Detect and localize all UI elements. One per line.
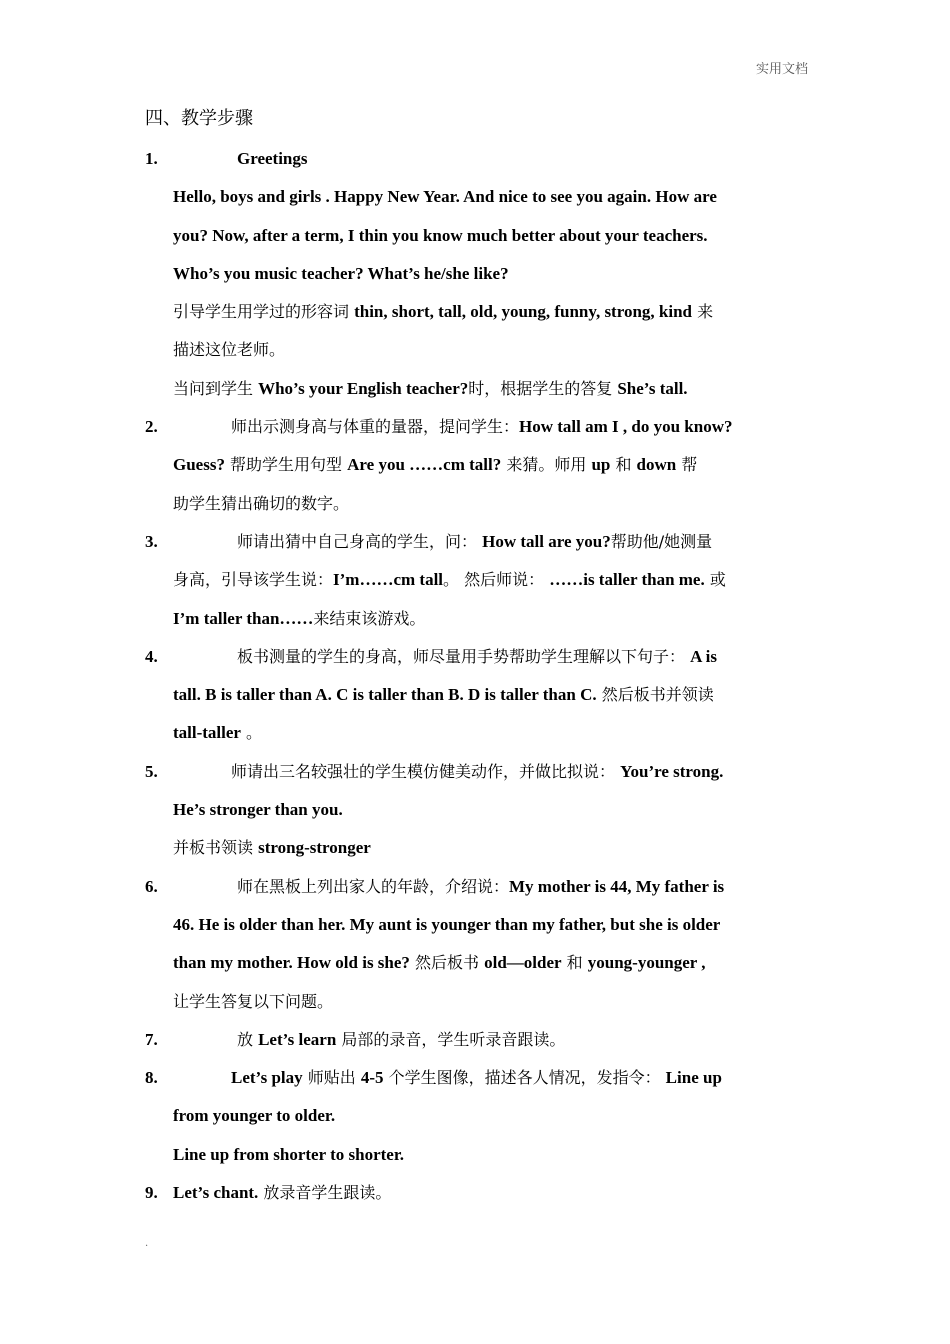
text-run: How tall are you? — [482, 531, 611, 551]
text-run: thin, short, tall, old, young, funny, strong, kind — [354, 302, 693, 322]
step-line — [145, 1136, 813, 1174]
text-run: tall. B is taller than A. C is taller than B. D is taller than C. — [173, 685, 597, 705]
step-line — [145, 331, 813, 369]
page-header-label: 实用文档 — [755, 62, 808, 77]
text-run: young-younger , — [587, 953, 706, 973]
text-run: 描述这位老师。 — [173, 340, 286, 360]
section-title: 四、教学步骤 — [145, 108, 253, 129]
step-item — [145, 868, 813, 1021]
text-run: than my mother. How old is she? — [173, 953, 410, 973]
text-run: 板书测量的学生的身高，师尽量用手势帮助学生理解以下句子： — [237, 646, 691, 666]
step-line — [145, 1097, 813, 1135]
step-item — [145, 408, 813, 523]
step-line — [145, 446, 813, 484]
step-line — [145, 600, 813, 638]
text-run: 师出示测身高与体重的量器，提问学生： — [231, 417, 520, 437]
step-line — [145, 906, 813, 944]
step-line — [145, 523, 813, 561]
step-number: 9. — [145, 1183, 158, 1203]
step-line — [145, 255, 813, 293]
text-run: 然后板书并领读 — [596, 685, 714, 705]
step-item — [145, 523, 813, 638]
step-line — [145, 370, 813, 408]
step-line — [145, 408, 813, 446]
text-run: 师请出猜中自己身高的学生，问： — [237, 531, 483, 551]
step-line — [145, 561, 813, 599]
text-run: Line up — [665, 1068, 722, 1088]
text-run: 和 — [610, 455, 637, 475]
step-line — [145, 791, 813, 829]
step-line — [145, 293, 813, 331]
step-number: 5. — [145, 761, 158, 781]
text-run: old—older — [484, 953, 562, 973]
text-run: I’m……cm tall — [333, 570, 444, 590]
text-run: 。 — [240, 723, 263, 743]
text-run: Are you ……cm tall? — [347, 455, 502, 475]
step-item — [145, 1174, 813, 1212]
step-item — [145, 1021, 813, 1059]
text-run: 让学生答复以下问题。 — [173, 991, 334, 1011]
step-number: 1. — [145, 149, 158, 168]
text-run: 当问到学生 — [173, 378, 259, 398]
text-run: 身高，引导该学生说： — [173, 570, 334, 590]
text-run: You’re strong. — [620, 761, 724, 781]
text-run: from younger to older. — [173, 1106, 336, 1126]
step-line — [145, 217, 813, 255]
text-run: 来结束该游戏。 — [313, 608, 426, 628]
text-run: 然后板书 — [409, 953, 485, 973]
step-number: 8. — [145, 1068, 158, 1088]
step-line — [145, 676, 813, 714]
text-run: 来猜。师用 — [501, 455, 592, 475]
text-run: She’s tall. — [617, 378, 688, 398]
step-item — [145, 140, 813, 408]
text-run: Let’s learn — [258, 1029, 337, 1049]
text-run: He’s stronger than you. — [173, 800, 343, 820]
step-line — [145, 944, 813, 982]
text-run: Who’s your English teacher? — [258, 378, 469, 398]
text-run: 来 — [692, 302, 714, 322]
step-line — [145, 178, 813, 216]
text-run: 帮 — [676, 455, 698, 475]
text-run: tall-taller — [173, 723, 241, 743]
step-line — [145, 485, 813, 523]
text-run: 。 然后师说： — [443, 570, 550, 590]
step-number: 2. — [145, 417, 158, 437]
step-number: 6. — [145, 876, 158, 896]
text-run: 并板书领读 — [173, 838, 259, 858]
footer-mark: . — [145, 1238, 149, 1249]
text-run: 放 — [237, 1029, 259, 1049]
text-run: 帮助他/她测量 — [610, 531, 713, 551]
text-run: 引导学生用学过的形容词 — [173, 302, 355, 322]
text-run: 帮助学生用句型 — [224, 455, 348, 475]
step-number: 4. — [145, 646, 158, 666]
text-run: How tall am I , do you know? — [519, 417, 733, 437]
text-run: A is — [690, 646, 718, 666]
text-run: Line up from shorter to shorter. — [173, 1144, 405, 1164]
text-run: 放录音学生跟读。 — [258, 1183, 392, 1203]
text-run: Let’s chant. — [173, 1183, 259, 1203]
step-item — [145, 1059, 813, 1174]
step-line — [145, 638, 813, 676]
text-run: strong-stronger — [258, 838, 371, 858]
text-run: up — [591, 455, 611, 475]
text-run: 4-5 — [360, 1068, 384, 1088]
step-number: 7. — [145, 1029, 158, 1049]
text-run: Who’s you music teacher? What’s he/she like? — [173, 263, 509, 283]
text-run: Hello, boys and girls . Happy New Year. And nice to see you again. How are — [173, 187, 717, 207]
text-run: 和 — [561, 953, 588, 973]
text-run: 46. He is older than her. My aunt is younger than my father, but she is older — [173, 914, 721, 934]
text-run: Greetings — [237, 149, 308, 168]
text-run: 师在黑板上列出家人的年龄，介绍说： — [237, 876, 510, 896]
text-run: I’m taller than…… — [173, 608, 314, 628]
text-run: you? Now, after a term, I thin you know much better about your teachers. — [173, 225, 708, 245]
step-line — [145, 140, 813, 178]
text-run: Let’s play — [231, 1068, 303, 1088]
step-line — [145, 829, 813, 867]
text-run: 助学生猜出确切的数字。 — [173, 493, 350, 513]
step-line — [145, 1021, 813, 1059]
step-line — [145, 714, 813, 752]
step-item — [145, 638, 813, 753]
text-run: My mother is 44, My father is — [509, 876, 725, 896]
text-run: ……is taller than me. — [549, 570, 705, 590]
text-run: 个学生图像，描述各人情况，发指令： — [383, 1068, 666, 1088]
step-line — [145, 868, 813, 906]
text-run: down — [636, 455, 677, 475]
text-run: 时，根据学生的答复 — [468, 378, 618, 398]
step-line — [145, 983, 813, 1021]
text-run: 师请出三名较强壮的学生模仿健美动作，并做比拟说： — [231, 761, 621, 781]
steps-list — [145, 140, 813, 1212]
text-run: 师贴出 — [302, 1068, 361, 1088]
step-line — [145, 753, 813, 791]
step-line — [145, 1174, 813, 1212]
step-item — [145, 753, 813, 868]
text-run: 或 — [704, 570, 726, 590]
step-line — [145, 1059, 813, 1097]
text-run: 局部的录音，学生听录音跟读。 — [336, 1029, 566, 1049]
text-run: Guess? — [173, 455, 225, 475]
step-number: 3. — [145, 531, 158, 551]
